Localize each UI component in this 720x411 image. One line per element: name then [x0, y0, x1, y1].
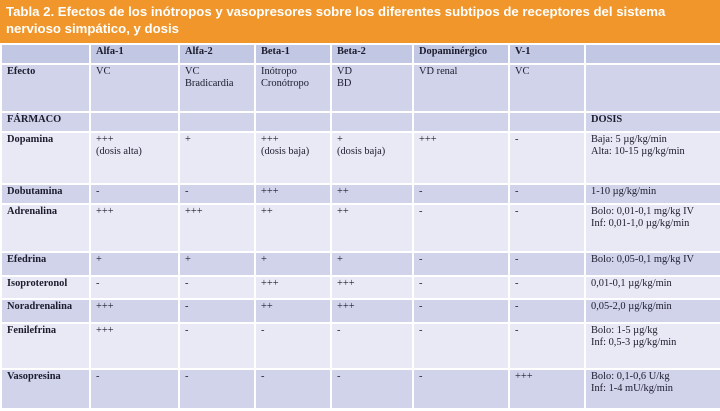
cell-text: Cronótropo: [261, 78, 309, 89]
header-empty-cell: [1, 44, 90, 64]
cell-text: Bradicardia: [185, 78, 234, 89]
receptor-activity-cell: [331, 132, 413, 184]
receptor-activity-cell: [509, 299, 585, 323]
cell-text: +++: [96, 206, 114, 217]
cell-text: +: [185, 134, 191, 145]
effect-cell: [413, 64, 509, 112]
empty-cell: [509, 112, 585, 132]
receptor-activity-cell: [90, 184, 179, 204]
drug-row-efedrina: [1, 252, 720, 276]
cell-text: VC: [96, 66, 111, 77]
effect-cell: [90, 64, 179, 112]
cell-text: +: [96, 254, 102, 265]
drug-name: Fenilefrina: [1, 323, 90, 369]
cell-text: +++: [419, 134, 437, 145]
cell-text: -: [419, 325, 423, 336]
empty-cell: [331, 112, 413, 132]
cell-text: -: [515, 206, 519, 217]
receptor-activity-cell: [509, 369, 585, 409]
cell-text: VC: [185, 66, 200, 77]
header-cell-alfa-1: Alfa-1: [90, 44, 179, 64]
cell-text: -: [261, 325, 265, 336]
drug-row-vasopresina: [1, 369, 720, 409]
cell-text: +: [261, 254, 267, 265]
receptor-activity-cell: [90, 204, 179, 252]
title-line-1: Tabla 2. Efectos de los inótropos y vasopresores sobre los diferentes subtipos de receptores del sistema: [6, 4, 666, 19]
cell-text: +++: [261, 134, 279, 145]
drug-name: Vasopresina: [1, 369, 90, 409]
drug-name: Adrenalina: [1, 204, 90, 252]
cell-text: Alta: 10-15 µg/kg/min: [591, 146, 685, 157]
receptor-activity-cell: [179, 132, 255, 184]
cell-text: -: [515, 325, 519, 336]
cell-text: ++: [337, 206, 349, 217]
drug-row-dopamina: [1, 132, 720, 184]
drug-row-fenilefrina: [1, 323, 720, 369]
cell-text: VD: [337, 66, 353, 77]
title-line-2: nervioso simpático, y dosis: [6, 21, 179, 36]
header-cell-beta-2: Beta-2: [331, 44, 413, 64]
dose-cell: [585, 369, 720, 409]
cell-text: -: [337, 371, 341, 382]
header-row: [1, 44, 720, 64]
drug-name: Noradrenalina: [1, 299, 90, 323]
cell-text: VD renal: [419, 66, 458, 77]
cell-text: (dosis baja): [261, 146, 310, 157]
receptor-activity-cell: [179, 299, 255, 323]
cell-text: -: [185, 301, 189, 312]
cell-text: -: [515, 301, 519, 312]
cell-text: 0,01-0,1 µg/kg/min: [591, 278, 672, 289]
cell-text: +++: [185, 206, 203, 217]
receptor-activity-cell: [90, 252, 179, 276]
receptor-activity-cell: [179, 276, 255, 299]
receptor-activity-cell: [331, 323, 413, 369]
cell-text: (dosis baja): [337, 146, 386, 157]
header-empty-cell: [585, 44, 720, 64]
receptor-activity-cell: [255, 323, 331, 369]
receptor-activity-cell: [331, 369, 413, 409]
receptor-activity-cell: [331, 299, 413, 323]
cell-text: ++: [261, 301, 273, 312]
receptor-activity-cell: [255, 132, 331, 184]
cell-text: -: [185, 186, 189, 197]
drug-row-dobutamina: [1, 184, 720, 204]
drug-header-row: [1, 112, 720, 132]
drug-row-noradrenalina: [1, 299, 720, 323]
cell-text: Bolo: 1-5 µg/kg: [591, 325, 658, 336]
cell-text: Inótropo: [261, 66, 297, 77]
empty-cell: [90, 112, 179, 132]
receptor-activity-cell: [255, 299, 331, 323]
cell-text: 1-10 µg/kg/min: [591, 186, 657, 197]
cell-text: +++: [261, 186, 279, 197]
cell-text: Inf: 1-4 mU/kg/min: [591, 383, 673, 394]
receptor-activity-cell: [413, 369, 509, 409]
cell-text: -: [96, 371, 100, 382]
receptor-activity-cell: [179, 323, 255, 369]
cell-text: -: [337, 325, 341, 336]
receptor-activity-cell: [413, 184, 509, 204]
table-body: [1, 44, 720, 409]
receptor-activity-cell: [90, 299, 179, 323]
dose-cell: [585, 276, 720, 299]
receptor-activity-cell: [509, 184, 585, 204]
receptor-activity-cell: [179, 252, 255, 276]
cell-text: -: [96, 278, 100, 289]
cell-text: +++: [515, 371, 533, 382]
receptor-activity-cell: [413, 204, 509, 252]
drug-name: Efedrina: [1, 252, 90, 276]
effect-cell: [509, 64, 585, 112]
empty-cell: [179, 112, 255, 132]
cell-text: -: [515, 134, 519, 145]
empty-cell: [413, 112, 509, 132]
drug-name: Dobutamina: [1, 184, 90, 204]
table-title: [0, 0, 720, 43]
effect-empty-cell: [585, 64, 720, 112]
cell-text: +++: [96, 301, 114, 312]
receptor-activity-cell: [255, 252, 331, 276]
cell-text: 0,05-2,0 µg/kg/min: [591, 301, 672, 312]
cell-text: Bolo: 0,1-0,6 U/kg: [591, 371, 670, 382]
receptor-activity-cell: [90, 132, 179, 184]
dose-cell: [585, 323, 720, 369]
cell-text: +: [337, 254, 343, 265]
effect-cell: [179, 64, 255, 112]
dose-cell: [585, 204, 720, 252]
cell-text: -: [419, 371, 423, 382]
cell-text: Inf: 0,01-1,0 µg/kg/min: [591, 218, 690, 229]
cell-text: -: [185, 278, 189, 289]
drug-row-isoproteronol: [1, 276, 720, 299]
drug-name: Dopamina: [1, 132, 90, 184]
cell-text: BD: [337, 78, 352, 89]
receptor-activity-cell: [331, 276, 413, 299]
cell-text: ++: [261, 206, 273, 217]
cell-text: -: [515, 186, 519, 197]
receptor-activity-cell: [255, 276, 331, 299]
cell-text: +++: [337, 301, 355, 312]
receptor-activity-cell: [509, 276, 585, 299]
receptor-activity-cell: [179, 184, 255, 204]
cell-text: -: [261, 371, 265, 382]
cell-text: +: [337, 134, 343, 145]
receptor-activity-cell: [413, 252, 509, 276]
cell-text: -: [185, 371, 189, 382]
cell-text: Inf: 0,5-3 µg/kg/min: [591, 337, 677, 348]
receptor-activity-cell: [413, 276, 509, 299]
cell-text: Bolo: 0,05-0,1 mg/kg IV: [591, 254, 695, 265]
receptor-activity-cell: [413, 299, 509, 323]
drug-name: Isoproteronol: [1, 276, 90, 299]
receptor-activity-cell: [331, 184, 413, 204]
cell-text: -: [419, 186, 423, 197]
cell-text: -: [185, 325, 189, 336]
cell-text: -: [419, 278, 423, 289]
receptor-activity-cell: [413, 323, 509, 369]
dose-cell: [585, 252, 720, 276]
receptor-activity-cell: [255, 184, 331, 204]
cell-text: -: [96, 186, 100, 197]
receptor-activity-cell: [413, 132, 509, 184]
cell-text: +++: [337, 278, 355, 289]
receptor-table: [0, 43, 720, 410]
cell-text: (dosis alta): [96, 146, 142, 157]
effect-cell: [255, 64, 331, 112]
cell-text: Bolo: 0,01-0,1 mg/kg IV: [591, 206, 695, 217]
drug-row-adrenalina: [1, 204, 720, 252]
receptor-activity-cell: [90, 369, 179, 409]
cell-text: +: [185, 254, 191, 265]
cell-text: -: [419, 206, 423, 217]
cell-text: Baja: 5 µg/kg/min: [591, 134, 667, 145]
receptor-activity-cell: [179, 369, 255, 409]
dose-cell: [585, 299, 720, 323]
header-cell-alfa-2: Alfa-2: [179, 44, 255, 64]
receptor-activity-cell: [90, 276, 179, 299]
cell-text: -: [419, 254, 423, 265]
receptor-activity-cell: [331, 252, 413, 276]
receptor-activity-cell: [90, 323, 179, 369]
dose-cell: [585, 184, 720, 204]
effect-cell: [331, 64, 413, 112]
farmaco-heading: FÁRMACO: [1, 112, 90, 132]
header-cell-beta-1: Beta-1: [255, 44, 331, 64]
receptor-activity-cell: [179, 204, 255, 252]
empty-cell: [255, 112, 331, 132]
cell-text: -: [515, 254, 519, 265]
receptor-activity-cell: [255, 369, 331, 409]
receptor-activity-cell: [509, 204, 585, 252]
dosis-heading: DOSIS: [585, 112, 720, 132]
cell-text: ++: [337, 186, 349, 197]
receptor-activity-cell: [509, 252, 585, 276]
cell-text: +++: [96, 134, 114, 145]
receptor-activity-cell: [509, 323, 585, 369]
receptor-activity-cell: [331, 204, 413, 252]
cell-text: +++: [96, 325, 114, 336]
dose-cell: [585, 132, 720, 184]
effect-row: [1, 64, 720, 112]
cell-text: -: [515, 278, 519, 289]
cell-text: -: [419, 301, 423, 312]
header-cell-dopaminérgico: Dopaminérgico: [413, 44, 509, 64]
receptor-activity-cell: [509, 132, 585, 184]
receptor-activity-cell: [255, 204, 331, 252]
cell-text: VC: [515, 66, 530, 77]
cell-text: +++: [261, 278, 279, 289]
header-cell-v-1: V-1: [509, 44, 585, 64]
effect-label: Efecto: [1, 64, 90, 112]
